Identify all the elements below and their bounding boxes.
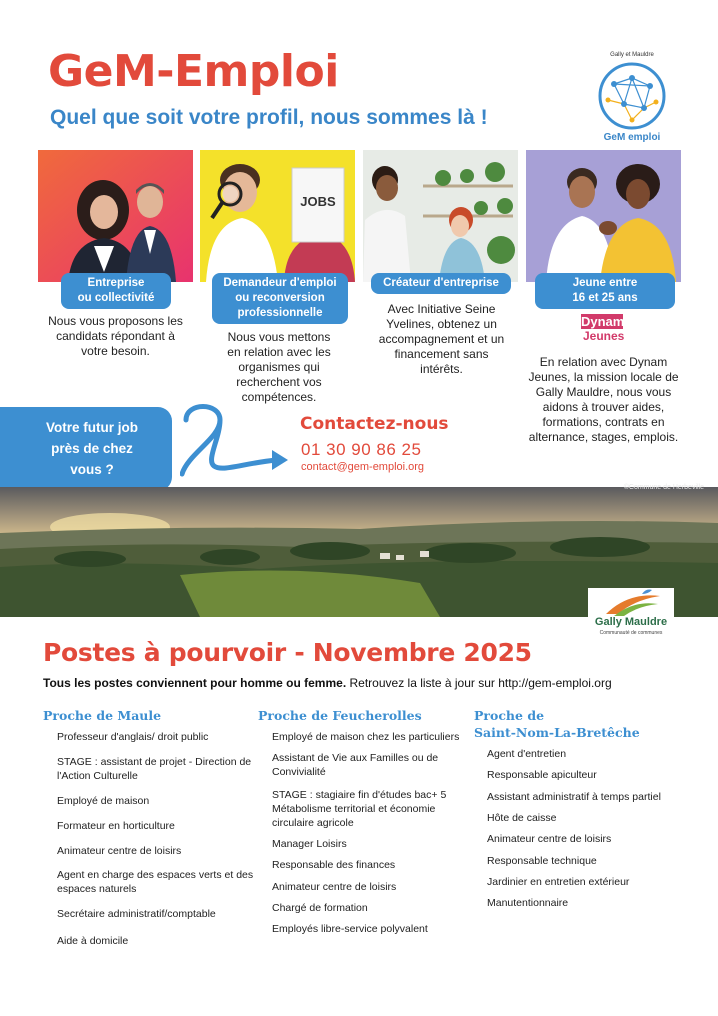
- job-line: Agent en charge des espaces verts et des: [57, 869, 254, 881]
- column-heading-feucherolles: [258, 707, 422, 724]
- contact-title: Contactez-nous: [300, 414, 449, 434]
- job-item: [487, 768, 597, 782]
- entreprise-photo: [38, 150, 193, 282]
- entreprise-description: Nous vous proposons les candidats répondant à votre besoin.: [48, 314, 183, 358]
- job-item: [272, 788, 446, 830]
- entreprise-label: [61, 273, 171, 309]
- job-line: Agent d'entretien: [487, 748, 567, 760]
- job-item: [272, 858, 395, 872]
- createur-label-line: Créateur d'entreprise: [383, 277, 499, 289]
- job-line: Métabolisme territorial et économie: [272, 803, 436, 815]
- job-line: Responsable technique: [487, 855, 597, 867]
- demandeur-label: [212, 273, 348, 324]
- job-item: [57, 868, 253, 896]
- job-line: Manager Loisirs: [272, 838, 347, 850]
- job-item: [272, 922, 428, 936]
- postes-note-rest: Retrouvez la liste à jour sur http://gem-emploi.org: [346, 676, 612, 690]
- demandeur-label-line: Demandeur d'emploi: [223, 277, 337, 289]
- job-line: STAGE : stagiaire fin d'études bac+ 5: [272, 789, 447, 801]
- job-item: [57, 844, 181, 858]
- logo-caption: GeM emploi: [603, 132, 661, 143]
- demandeur-description: Nous vous mettons en relation avec les organismes qui recherchent vos compétences.: [227, 330, 331, 404]
- gem-emploi-logo: [594, 52, 670, 148]
- bubble-line: près de chez: [51, 441, 133, 456]
- jeunes-logo-word: Jeunes: [583, 329, 625, 343]
- job-line: Assistant de Vie aux Familles ou de: [272, 752, 439, 764]
- job-line: Chargé de formation: [272, 902, 368, 914]
- demandeur-label-line: professionnelle: [237, 307, 323, 319]
- job-line: Animateur centre de loisirs: [57, 845, 182, 857]
- postes-title: Postes à pourvoir - Novembre 2025: [43, 638, 532, 667]
- job-item: [272, 751, 438, 779]
- createur-description: Avec Initiative Seine Yvelines, obtenez un accompagnement et un financement sans intérêts.: [378, 302, 505, 376]
- job-line: Employé de maison: [57, 795, 150, 807]
- logo-top-text: Gally et Mauldre: [610, 52, 654, 58]
- gally-mauldre-subtitle: Communauté de communes: [599, 630, 663, 636]
- bubble-line: vous ?: [70, 462, 114, 477]
- page-subtitle: Quel que soit votre profil, nous sommes là !: [50, 106, 488, 129]
- job-item: [487, 811, 556, 825]
- jobs-sign-text: JOBS: [300, 194, 336, 209]
- job-line: espaces naturels: [57, 883, 137, 895]
- job-line: Employés libre-service polyvalent: [272, 923, 428, 935]
- job-line: Professeur d'anglais/ droit public: [57, 731, 209, 743]
- jeune-label-line: 16 et 25 ans: [572, 292, 638, 304]
- job-item: [487, 854, 597, 868]
- heading-line: Proche de: [474, 708, 545, 723]
- job-item: [272, 837, 347, 851]
- createur-label: [371, 273, 511, 294]
- entreprise-label-line: Entreprise: [87, 277, 145, 289]
- job-item: [487, 896, 568, 910]
- postes-note-bold: Tous les postes conviennent pour homme ou femme.: [43, 676, 347, 690]
- job-item: [272, 880, 396, 894]
- job-line: circulaire agricole: [272, 817, 354, 829]
- ribbon-arrow-icon: [180, 404, 290, 486]
- job-line: Responsable des finances: [272, 859, 396, 871]
- dynam-jeunes-logo: [581, 314, 631, 348]
- job-item: [57, 755, 251, 783]
- job-item: [487, 832, 611, 846]
- gally-mauldre-name: Gally Mauldre: [594, 616, 668, 628]
- job-item: [57, 907, 216, 921]
- column-heading-maule: [43, 707, 161, 724]
- job-line: Assistant administratif à temps partiel: [487, 791, 661, 803]
- job-item: [272, 730, 459, 744]
- job-item: [487, 747, 566, 761]
- job-line: Formateur en horticulture: [57, 820, 175, 832]
- network-icon: [594, 56, 670, 132]
- job-line: l'Action Culturelle: [57, 770, 138, 782]
- jeune-label: [535, 273, 675, 309]
- job-line: Hôte de caisse: [487, 812, 557, 824]
- job-line: STAGE : assistant de projet - Direction de: [57, 756, 252, 768]
- job-item: [487, 790, 661, 804]
- jeune-photo: [526, 150, 681, 282]
- demandeur-photo: [200, 150, 355, 282]
- job-line: Jardinier en entretien extérieur: [487, 876, 630, 888]
- job-item: [272, 901, 368, 915]
- entreprise-label-line: ou collectivité: [77, 292, 155, 304]
- contact-email[interactable]: contact@gem-emploi.org: [301, 461, 425, 473]
- job-line: Employé de maison chez les particuliers: [272, 731, 460, 743]
- heading-line: Proche de Feucherolles: [258, 708, 422, 723]
- job-line: Animateur centre de loisirs: [272, 881, 397, 893]
- job-line: Animateur centre de loisirs: [487, 833, 612, 845]
- job-item: [57, 934, 128, 948]
- future-job-bubble: [0, 407, 172, 491]
- gally-mauldre-logo: [588, 588, 674, 640]
- job-item: [57, 730, 208, 744]
- heading-line: Proche de Maule: [43, 708, 162, 723]
- job-line: Manutentionnaire: [487, 897, 569, 909]
- column-heading-saint-nom: [474, 707, 640, 741]
- demandeur-label-line: ou reconversion: [235, 292, 325, 304]
- page-title: GeM-Emploi: [48, 46, 339, 97]
- job-item: [57, 794, 149, 808]
- heading-line: Saint-Nom-La-Bretêche: [474, 725, 640, 740]
- contact-phone[interactable]: 01 30 90 86 25: [301, 440, 422, 459]
- job-item: [487, 875, 629, 889]
- job-line: Convivialité: [272, 766, 326, 778]
- bubble-line: Votre futur job: [46, 420, 138, 435]
- dynam-logo-word: Dynam: [581, 314, 625, 329]
- gally-mauldre-leaf-icon: [588, 588, 674, 618]
- postes-note: [43, 676, 612, 690]
- createur-photo: [363, 150, 518, 282]
- job-line: Responsable apiculteur: [487, 769, 597, 781]
- photo-credit: ©Commune de Herbeville: [623, 484, 704, 491]
- job-line: Secrétaire administratif/comptable: [57, 908, 216, 920]
- job-item: [57, 819, 175, 833]
- job-line: Aide à domicile: [57, 935, 129, 947]
- jeune-description: En relation avec Dynam Jeunes, la mission locale de Gally Mauldre, nous vous aidons à trouver aides, formations, contrats en alternance, stages, emplois.: [528, 355, 679, 444]
- jeune-label-line: Jeune entre: [572, 277, 638, 289]
